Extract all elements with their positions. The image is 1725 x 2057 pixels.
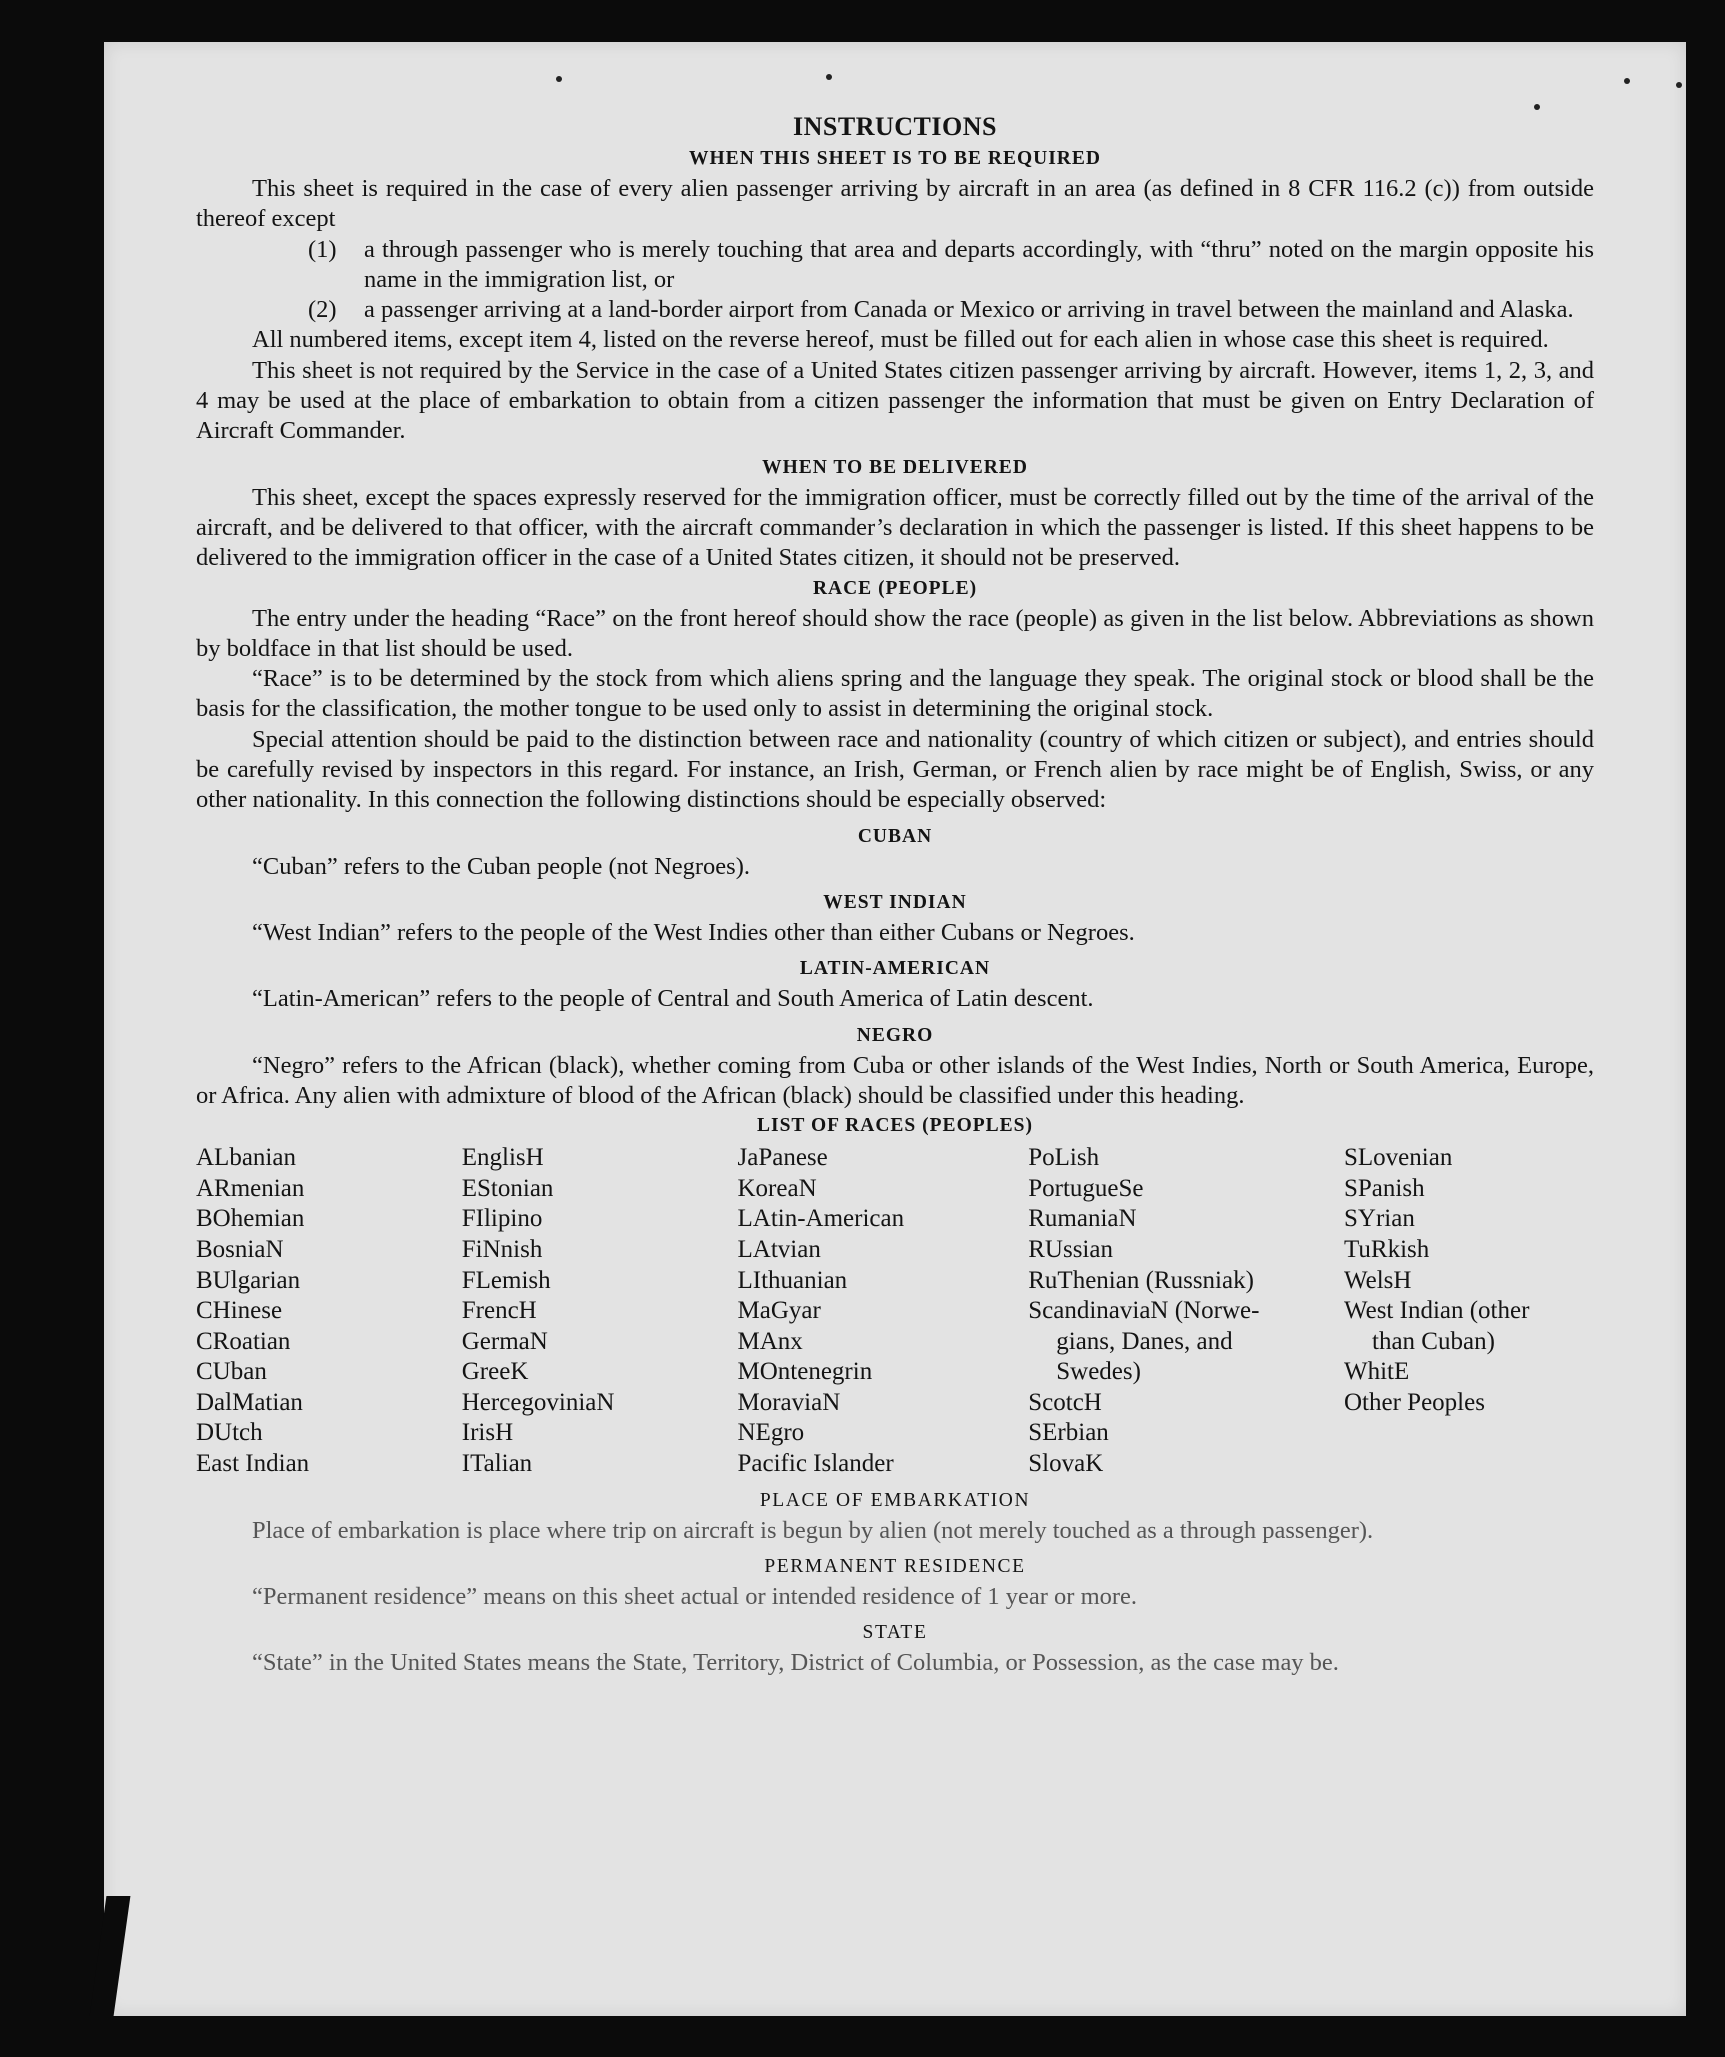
races-list-heading: LIST OF RACES (PEOPLES) (756, 1115, 1033, 1137)
race-entry: MaGyar (737, 1297, 821, 1325)
race-entry: ARmenian (196, 1174, 305, 1202)
race-entry: ITalian (461, 1450, 533, 1478)
when-required-heading: WHEN THIS SHEET IS TO BE REQUIRED (689, 148, 1101, 169)
race-entry: East Indian (196, 1450, 310, 1478)
race-entry: SErbian (1028, 1419, 1109, 1447)
state-heading: STATE (862, 1622, 928, 1644)
race-entry: FrencH (461, 1297, 537, 1325)
race-entry: LAtvian (737, 1235, 821, 1263)
race-entry: GreeK (461, 1358, 529, 1386)
negro-definition: “Negro” refers to the African (black), whether coming from Cuba or other islands of the West Indies, North or South America, Europe, or Africa. Any alien with admixture of blood of the African (black) should be classified under this heading. (196, 1051, 1594, 1109)
race-entry: DUtch (196, 1419, 263, 1447)
race-entry: JaPanese (737, 1144, 828, 1172)
race-entry: ScandinaviaN (Norwe- (1028, 1297, 1260, 1325)
west-indian-definition: “West Indian” refers to the people of the West Indies other than either Cubans or Negroes. (252, 918, 1135, 946)
race-entry: FLemish (461, 1266, 551, 1294)
race-entry: PoLish (1028, 1144, 1100, 1172)
race-entry: FiNnish (461, 1235, 543, 1263)
when-required-intro: This sheet is required in the case of every alien passenger arriving by aircraft in an area (as defined in 8 CFR 116.2 (c)) from outside thereof except (196, 175, 1594, 233)
race-entry: FIlipino (461, 1205, 543, 1233)
when-delivered-heading: WHEN TO BE DELIVERED (762, 456, 1028, 478)
race-entry: MOntenegrin (737, 1358, 873, 1386)
race-entry: WhitE (1344, 1358, 1410, 1386)
race-paragraph-2: “Race” is to be determined by the stock from which aliens spring and the language they speak. The original stock or blood shall be the basis for the classification, the mother tongue to be used only to assist in determining the original stock. (196, 665, 1594, 723)
race-entry: KoreaN (737, 1174, 817, 1202)
race-paragraph-3: Special attention should be paid to the distinction between race and nationality (country of which citizen or subject), and entries should be carefully revised by inspectors in this regard. For instance, an Irish, German, or French alien by race might be of English, Swiss, or any other nationality. In this connection the following distinctions should be especially observed: (196, 725, 1594, 814)
race-entry: NEgro (737, 1419, 805, 1447)
race-entry: than Cuban) (1372, 1327, 1495, 1355)
race-entry: EStonian (461, 1174, 554, 1202)
embarkation-paragraph: Place of embarkation is place where trip on aircraft is begun by alien (not merely touched as a through passenger). (252, 1516, 1374, 1544)
race-entry: ScotcH (1028, 1388, 1102, 1416)
race-entry: Pacific Islander (737, 1450, 894, 1478)
permanent-residence-heading: PERMANENT RESIDENCE (764, 1555, 1026, 1577)
when-delivered-paragraph: This sheet, except the spaces expressly reserved for the immigration officer, must be correctly filled out by the time of the arrival of the aircraft, and be delivered to that officer, with the aircraft commander’s declaration in which the passenger is listed. If this sheet happens to be delivered to the immigration officer in the case of a United States citizen, it should not be preserved. (196, 483, 1594, 572)
race-entry: West Indian (other (1344, 1297, 1530, 1325)
state-paragraph: “State” in the United States means the State, Territory, District of Columbia, or Possession, as the case may be. (252, 1649, 1339, 1677)
race-entry: Other Peoples (1344, 1388, 1485, 1416)
west-indian-heading: WEST INDIAN (823, 891, 967, 913)
exception-text: a passenger arriving at a land-border airport from Canada or Mexico or arriving in travel between the mainland and Alaska. (364, 296, 1574, 324)
latin-american-definition: “Latin-American” refers to the people of Central and South America of Latin descent. (252, 985, 1094, 1013)
races-column-3 (738, 1143, 1013, 1480)
race-entry: SlovaK (1028, 1450, 1104, 1478)
cuban-heading: CUBAN (857, 825, 933, 847)
race-entry: gians, Danes, and (1056, 1327, 1233, 1355)
numbered-items-paragraph: All numbered items, except item 4, listed on the reverse hereof, must be filled out for each alien in whose case this sheet is required. (252, 326, 1549, 354)
race-entry: RumaniaN (1028, 1205, 1137, 1233)
negro-heading: NEGRO (856, 1024, 934, 1046)
races-list (196, 1143, 1594, 1480)
cuban-definition: “Cuban” refers to the Cuban people (not Negroes). (252, 852, 750, 880)
race-entry: IrisH (461, 1419, 514, 1447)
race-entry: EnglisH (461, 1144, 544, 1172)
race-entry: HercegoviniaN (461, 1388, 615, 1416)
race-entry: MAnx (737, 1327, 803, 1355)
race-paragraph-1: The entry under the heading “Race” on the front hereof should show the race (people) as given in the list below. Abbreviations as shown by boldface in that list should be used. (196, 604, 1594, 662)
race-entry: TuRkish (1344, 1235, 1430, 1263)
races-column-5 (1344, 1143, 1594, 1480)
race-entry: SLovenian (1344, 1144, 1453, 1172)
races-column-2 (462, 1143, 722, 1480)
race-entry: RuThenian (Russniak) (1028, 1266, 1254, 1294)
race-entry: PortugueSe (1028, 1174, 1144, 1202)
race-entry: CHinese (196, 1297, 283, 1325)
race-entry: ALbanian (196, 1144, 296, 1172)
race-entry: BOhemian (196, 1205, 305, 1233)
race-entry: SYrian (1344, 1205, 1415, 1233)
race-entry: LAtin-American (737, 1205, 905, 1233)
latin-american-heading: LATIN-AMERICAN (799, 958, 991, 980)
races-column-4 (1028, 1143, 1328, 1480)
race-entry: WelsH (1344, 1266, 1412, 1294)
race-entry: BosniaN (196, 1235, 284, 1263)
exception-number: (2) (308, 296, 337, 324)
race-entry: RUssian (1028, 1235, 1113, 1263)
race-entry: SPanish (1344, 1174, 1425, 1202)
exception-number: (1) (308, 235, 337, 263)
race-entry: BUlgarian (196, 1266, 301, 1294)
race-entry: CUban (196, 1358, 267, 1386)
instructions-content (196, 110, 1594, 1679)
race-heading: RACE (PEOPLE) (812, 577, 978, 599)
page-title: INSTRUCTIONS (793, 112, 997, 141)
race-entry: CRoatian (196, 1327, 291, 1355)
exception-item (308, 235, 1594, 296)
embarkation-heading: PLACE OF EMBARKATION (759, 1489, 1031, 1511)
race-entry: LIthuanian (737, 1266, 848, 1294)
race-entry: DalMatian (196, 1388, 303, 1416)
race-entry: MoraviaN (737, 1388, 841, 1416)
exception-item (308, 295, 1594, 325)
permanent-residence-paragraph: “Permanent residence” means on this sheet actual or intended residence of 1 year or more. (252, 1582, 1138, 1610)
race-entry: Swedes) (1056, 1358, 1141, 1386)
races-column-1 (196, 1143, 446, 1480)
exception-text: a through passenger who is merely touching that area and departs accordingly, with “thru” noted on the margin opposite his name in the immigration list, or (364, 235, 1594, 293)
citizen-note-paragraph: This sheet is not required by the Service in the case of a United States citizen passenger arriving by aircraft. However, items 1, 2, 3, and 4 may be used at the place of embarkation to obtain from a citizen passenger the information that must be given on Entry Declaration of Aircraft Commander. (196, 356, 1594, 445)
race-entry: GermaN (461, 1327, 548, 1355)
